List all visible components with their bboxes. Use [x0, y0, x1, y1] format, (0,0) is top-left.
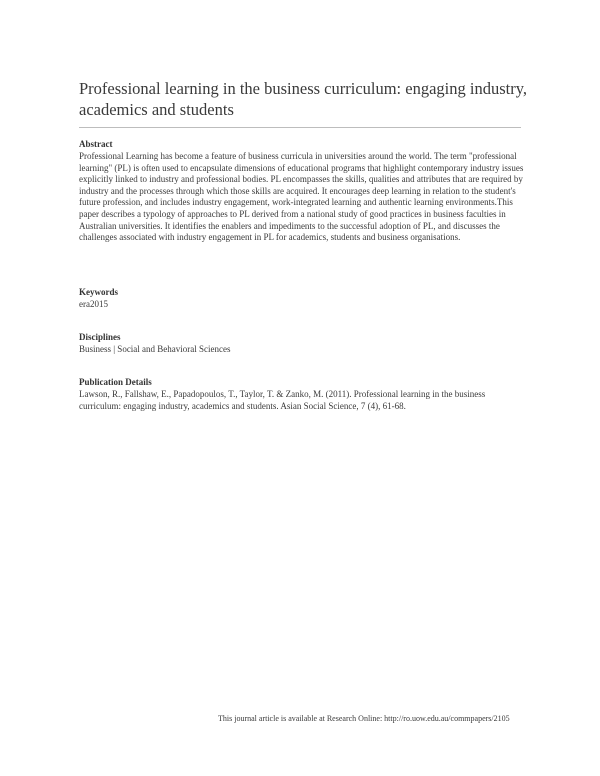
publication-details-text: Lawson, R., Fallshaw, E., Papadopoulos, T., Taylor, T. & Zanko, M. (2011). Professional learning in the business curriculum: engaging industry, academics and students. Asian Social Science, 7 (4), 61-68. [79, 389, 486, 411]
keywords-section [79, 287, 529, 311]
keywords-text: era2015 [79, 299, 108, 309]
publication-details-section [79, 377, 529, 412]
abstract-heading: Abstract [79, 139, 113, 149]
keywords-heading: Keywords [79, 287, 118, 297]
research-online-link[interactable]: http://ro.uow.edu.au/commpapers/2105 [384, 714, 510, 723]
abstract-section [79, 139, 529, 244]
footer-note [218, 714, 528, 724]
disciplines-text: Business | Social and Behavioral Sciences [79, 344, 231, 354]
footer-prefix: This journal article is available at Research Online: [218, 714, 385, 723]
publication-details-heading: Publication Details [79, 377, 152, 387]
disciplines-heading: Disciplines [79, 332, 121, 342]
abstract-text: Professional Learning has become a feature of business curricula in universities around the world. The term "professional learning" (PL) is often used to encapsulate dimensions of educational programs that highlight contemporary industry issues explicitly linked to industry and professional bodies. PL encompasses the skills, qualities and attributes that are required by industry and the processes through which those skills are acquired. It encourages deep learning in relation to the student's future profession, and includes industry engagement, work-integrated learning and authentic learning environments.This paper describes a typology of approaches to PL derived from a national study of good practices in business faculties in Australian universities. It identifies the enablers and impediments to the successful adoption of PL, and discusses the challenges associated with industry engagement in PL for academics, students and business organisations. [79, 151, 524, 243]
disciplines-section [79, 332, 529, 356]
article-title: Professional learning in the business curriculum: engaging industry, academics and students [79, 79, 528, 119]
title-divider [79, 127, 521, 128]
